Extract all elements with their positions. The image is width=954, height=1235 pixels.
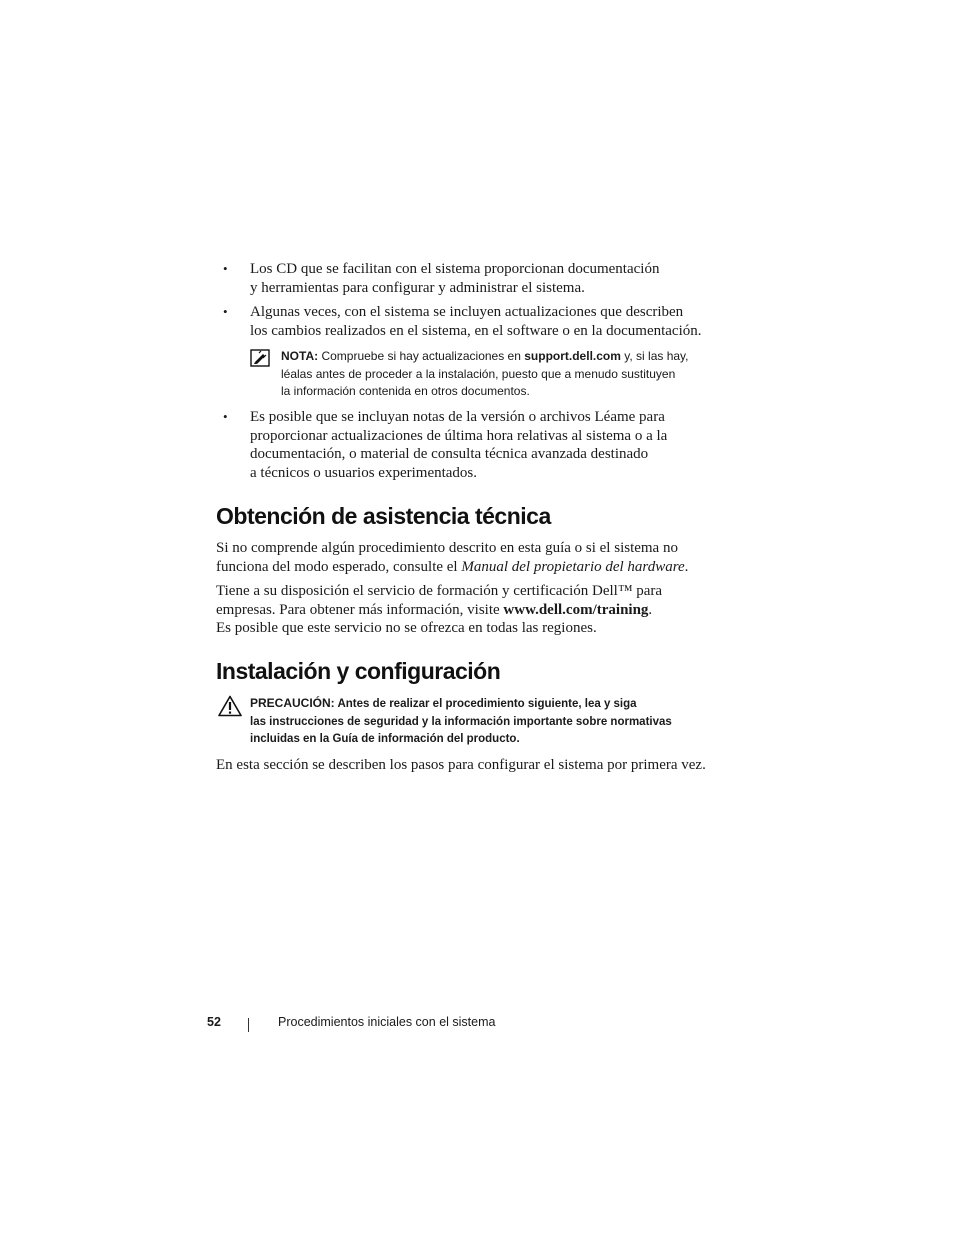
footer-divider bbox=[248, 1018, 249, 1032]
manual-title: Manual del propietario del hardware bbox=[461, 558, 685, 575]
paragraph: Tiene a su disposición el servicio de formación y certificación Dell™ para empresas. Para obtener más información, visite www.dell.com/training. Es posible que este servicio no se ofrezca en todas las regiones. bbox=[216, 583, 663, 636]
bullet-marker: • bbox=[223, 409, 228, 424]
support-link[interactable]: support.dell.com bbox=[524, 349, 621, 363]
section-heading-support: Obtención de asistencia técnica bbox=[216, 503, 551, 529]
caution-text: PRECAUCIÓN: Antes de realizar el procedimiento siguiente, lea y siga las instrucciones de seguridad y la información importante sobre normativas incluidas en la Guía de información del producto. bbox=[250, 696, 672, 745]
warning-triangle-icon bbox=[218, 695, 242, 717]
section-heading-setup: Instalación y configuración bbox=[216, 658, 501, 684]
list-item-text: Los CD que se facilitan con el sistema proporcionan documentación y herramientas para configurar y administrar el sistema. bbox=[250, 261, 660, 296]
list-item-text: Algunas veces, con el sistema se incluyen actualizaciones que describen los cambios realizados en el sistema, en el software o en la documentación. bbox=[250, 304, 702, 339]
bullet-marker: • bbox=[223, 304, 228, 319]
list-item-text: Es posible que se incluyan notas de la versión o archivos Léame para proporcionar actualizaciones de última hora relativas al sistema o a la documentación, o material de consulta técnica avanzada destinado a técnicos o usuarios experimentados. bbox=[250, 409, 668, 481]
footer-title: Procedimientos iniciales con el sistema bbox=[278, 1015, 496, 1029]
page-number: 52 bbox=[207, 1015, 221, 1029]
paragraph: Si no comprende algún procedimiento descrito en esta guía o si el sistema no funciona del modo esperado, consulte el Manual del propietario del hardware. bbox=[216, 540, 689, 575]
note-text: NOTA: Compruebe si hay actualizaciones en support.dell.com y, si las hay, léalas antes de proceder a la instalación, puesto que a menudo sustituyen la información contenida en otros documentos. bbox=[281, 349, 689, 398]
pencil-note-icon bbox=[250, 349, 270, 367]
paragraph: En esta sección se describen los pasos para configurar el sistema por primera vez. bbox=[216, 757, 706, 773]
caution-label: PRECAUCIÓN: bbox=[250, 696, 335, 710]
bullet-marker: • bbox=[223, 261, 228, 276]
note-label: NOTA: bbox=[281, 349, 319, 363]
training-link[interactable]: www.dell.com/training bbox=[503, 601, 649, 618]
